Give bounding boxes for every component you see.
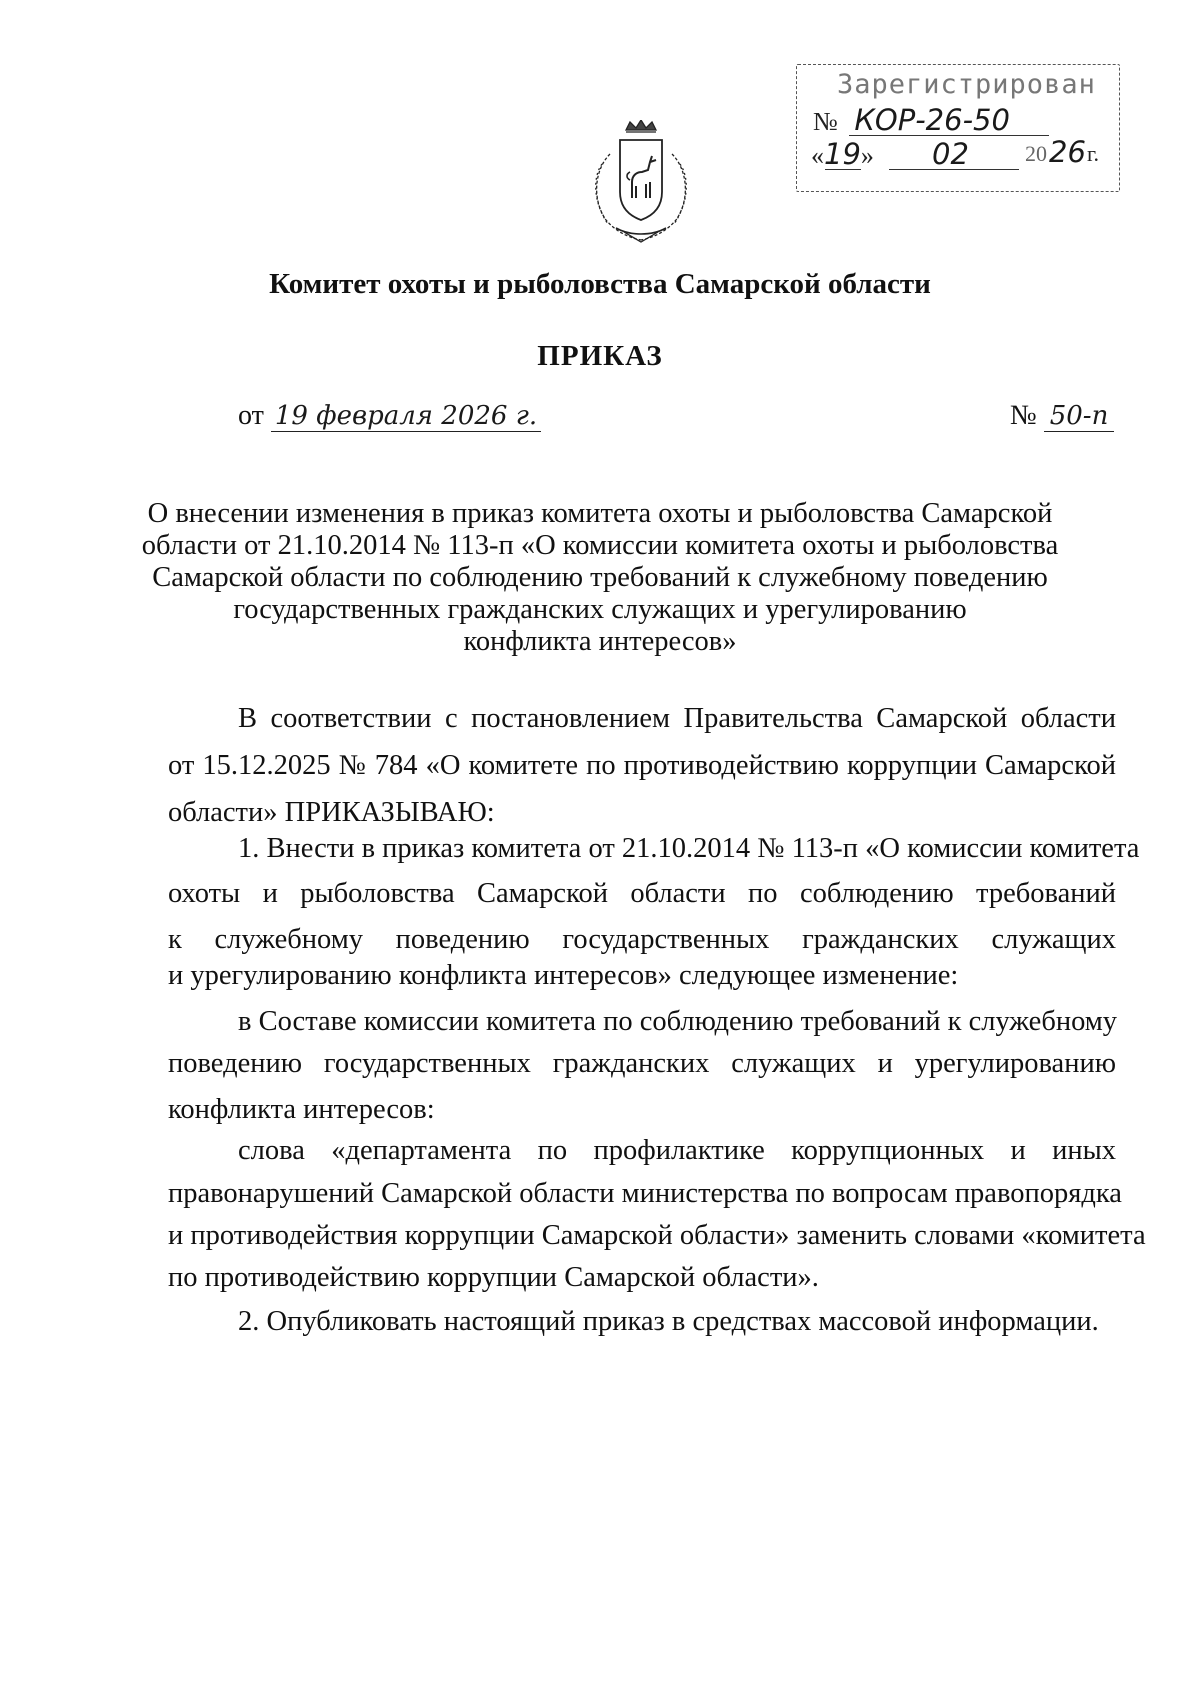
subject-line: Самарской области по соблюдению требований к служебному поведению xyxy=(152,562,1048,593)
body-line: по противодействию коррупции Самарской области». xyxy=(168,1262,819,1293)
body-line: и урегулированию конфликта интересов» следующее изменение: xyxy=(168,960,959,991)
stamp-month-underline xyxy=(889,169,1019,170)
order-number-handwritten: 50-п xyxy=(1044,401,1115,432)
stamp-date-year-suffix: 26 xyxy=(1049,135,1086,169)
subject-line: О внесении изменения в приказ комитета охоты и рыболовства Самарской xyxy=(147,498,1053,529)
body-line: поведению государственных гражданских служащих и урегулированию xyxy=(168,1048,1116,1079)
order-number-prefix: № xyxy=(1010,400,1037,431)
body-line: и противодействия коррупции Самарской области» заменить словами «комитета xyxy=(168,1220,1146,1251)
body-line: 2. Опубликовать настоящий приказ в средствах массовой информации. xyxy=(238,1306,1099,1337)
stamp-date-day: 19 xyxy=(824,137,861,171)
body-line: охоты и рыболовства Самарской области по соблюдению требований xyxy=(168,878,1116,909)
stamp-date-month: 02 xyxy=(932,137,969,171)
body-line: В соответствии с постановлением Правительства Самарской области xyxy=(238,703,1116,734)
body-line: в Составе комиссии комитета по соблюдению требований к служебному xyxy=(238,1006,1118,1037)
stamp-date-year-unit: г. xyxy=(1087,141,1100,166)
document-type: ПРИКАЗ xyxy=(537,340,663,372)
subject-line: государственных гражданских служащих и урегулированию xyxy=(233,594,967,625)
body-line: от 15.12.2025 № 784 «О комитете по противодействию коррупции Самарской xyxy=(168,750,1116,781)
stamp-number-underline xyxy=(849,135,1049,136)
stamp-number-row xyxy=(813,103,1010,137)
stamp-number-value: КОР-26-50 xyxy=(854,103,1010,137)
stamp-date-close-quote: » xyxy=(860,141,874,170)
order-date-prefix: от xyxy=(238,400,264,431)
stamp-date-year-prefix: 20 xyxy=(1025,141,1047,166)
order-date xyxy=(238,400,541,432)
stamp-number-prefix: № xyxy=(813,107,838,136)
order-number xyxy=(1010,400,1114,432)
order-date-handwritten: 19 февраля 2026 г. xyxy=(271,401,541,432)
stamp-day-underline xyxy=(825,169,861,170)
body-line: конфликта интересов: xyxy=(168,1094,435,1125)
samara-region-coat-of-arms-icon xyxy=(586,120,696,244)
subject-line: области от 21.10.2014 № 113-п «О комиссии комитета охоты и рыболовства xyxy=(141,530,1059,561)
subject-line: конфликта интересов» xyxy=(463,626,737,657)
body-line: области» ПРИКАЗЫВАЮ: xyxy=(168,797,495,828)
stamp-date-open-quote: « xyxy=(811,141,824,170)
stamp-date-row xyxy=(811,137,874,171)
organization-title: Комитет охоты и рыболовства Самарской области xyxy=(269,268,931,300)
stamp-title: Зарегистрирован xyxy=(837,69,1096,100)
body-line: правонарушений Самарской области министерства по вопросам правопорядка xyxy=(168,1178,1122,1209)
registration-stamp xyxy=(796,64,1120,192)
body-line: слова «департамента по профилактике коррупционных и иных xyxy=(238,1135,1116,1166)
body-line: к служебному поведению государственных гражданских служащих xyxy=(168,924,1116,955)
body-line: 1. Внести в приказ комитета от 21.10.2014 № 113-п «О комиссии комитета xyxy=(238,833,1140,864)
